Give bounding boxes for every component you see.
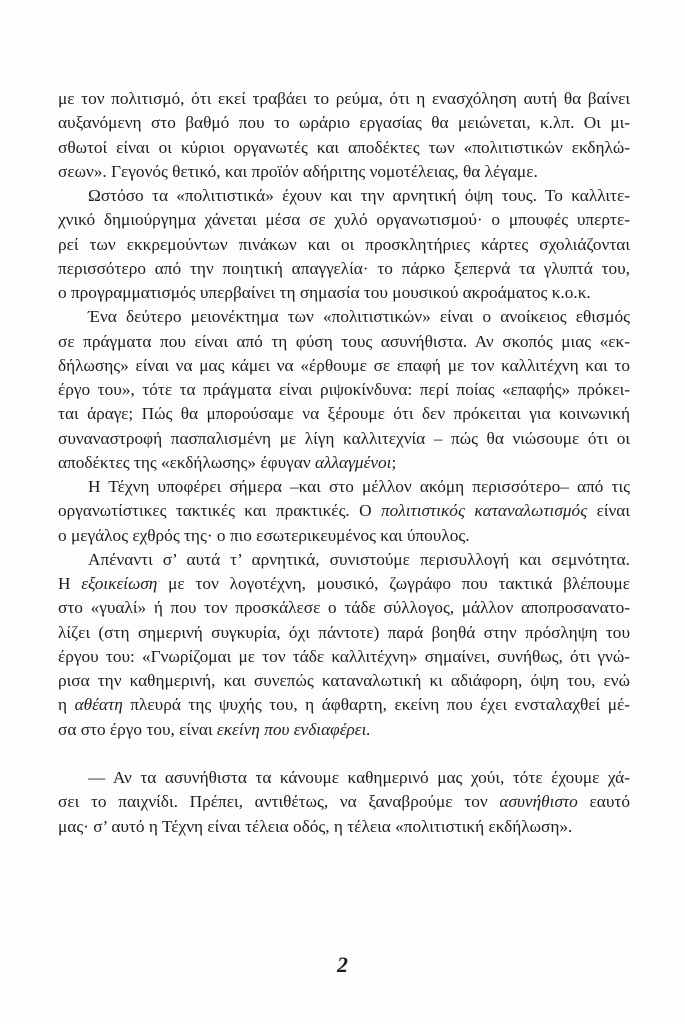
text-segment: αυξανόμενη στο βαθμό που το ωράριο εργασίας θα μειώνεται, κ.λπ. Οι μι-	[58, 113, 630, 133]
text-line	[58, 499, 630, 523]
text-segment: έργο του», τότε τα πράγματα είναι ριψοκίνδυνα: περί ποίας «επαφής» πρόκει-	[58, 380, 630, 399]
text-segment: ται άραγε; Πώς θα μπορούσαμε να ξέρουμε ότι δεν πρόκειται για κοινωνική	[58, 404, 630, 424]
text-line	[58, 402, 630, 426]
text-line	[58, 111, 630, 135]
italic-text: εξοικείωση	[81, 574, 158, 593]
text-line	[58, 427, 630, 451]
text-segment: σθωτοί είναι οι κύριοι οργανωτές και αποδέκτες των «πολιτιστικών εκδηλώ-	[58, 137, 630, 157]
text-segment: συναναστροφή πασπαλισμένη με λίγη καλλιτεχνία – πώς θα νιώσουμε ότι οι	[58, 428, 630, 448]
text-segment: στο «γυαλί» ή που τον προσκάλεσε ο τάδε σύλλογος, μάλλον αποπροσανατο-	[58, 598, 630, 618]
text-line	[58, 475, 630, 499]
page-number: 2	[337, 952, 348, 977]
text-line	[58, 160, 630, 184]
text-segment: αποδέκτες της «εκδήλωσης» έφυγαν	[58, 452, 315, 472]
body-text	[58, 87, 630, 839]
text-line	[58, 718, 630, 742]
text-line	[58, 815, 630, 839]
text-line	[58, 184, 630, 208]
text-line	[58, 524, 630, 548]
text-segment: λίζει (στη σημερινή συγκυρία, όχι πάντοτε) παρά βοηθά στην πρόσληψη του	[58, 622, 630, 642]
text-segment: με τον λογοτέχνη, μουσικό, ζωγράφο που τακτικά βλέπουμε	[157, 574, 630, 593]
text-line	[58, 596, 630, 620]
text-segment: ρισα την καθημερινή, και συνεπώς καταναλωτική κι αδιάφορη, όψη του, ενώ	[58, 671, 630, 690]
italic-text: εκείνη που ενδιαφέρει.	[216, 719, 371, 739]
text-segment: — Αν τα ασυνήθιστα τα κάνουμε καθημερινό μας χούι, τότε έχουμε χά-	[88, 768, 630, 787]
blank-line	[58, 742, 630, 766]
text-segment: οργανωτίστικες τακτικές και πρακτικές. Ο	[58, 501, 381, 521]
text-segment: είναι	[587, 501, 630, 521]
text-segment: σει το παιχνίδι. Πρέπει, αντιθέτως, να ξαναβρούμε τον	[58, 792, 500, 812]
text-line	[58, 305, 630, 329]
text-line	[58, 87, 630, 111]
text-segment: περισσότερο από την ποιητική απαγγελία· το πάρκο ξεπερνά τα γλυπτά του,	[58, 258, 630, 278]
text-segment: η	[58, 695, 75, 715]
text-segment: ;	[391, 452, 397, 472]
text-segment: Ωστόσο τα «πολιτιστικά» έχουν και την αρνητική όψη τους. Το καλλιτε-	[88, 186, 630, 205]
italic-text: αλλαγμένοι	[314, 452, 392, 472]
text-segment: σε πράγματα που είναι από τη φύση τους ασυνήθιστα. Αν σκοπός μιας «εκ-	[58, 331, 630, 351]
text-line	[58, 257, 630, 281]
text-line	[58, 548, 630, 572]
text-line	[58, 766, 630, 790]
text-line	[58, 693, 630, 717]
text-line	[58, 330, 630, 354]
text-segment: σα στο έργο του, είναι	[58, 719, 217, 739]
text-line	[58, 136, 630, 160]
italic-text: ασυνήθιστο	[499, 792, 578, 812]
text-line	[58, 621, 630, 645]
text-line	[58, 645, 630, 669]
text-segment: ο προγραμματισμός υπερβαίνει τη σημασία του μουσικού ακροάματος κ.ο.κ.	[58, 283, 591, 302]
text-line	[58, 451, 630, 475]
text-segment: δήλωσης» είναι να μας κάμει να «έρθουμε σε επαφή με τον καλλιτέχνη και το	[58, 355, 630, 375]
italic-text: πολιτιστικός καταναλωτισμός	[380, 501, 588, 521]
text-line	[58, 572, 630, 596]
text-segment: Η Τέχνη υποφέρει σήμερα –και στο μέλλον ακόμη περισσότερο– από τις	[88, 477, 630, 496]
text-line	[58, 233, 630, 257]
text-line	[58, 208, 630, 232]
text-segment: Απέναντι σ’ αυτά τ’ αρνητικά, συνιστούμε περισυλλογή και σεμνότητα.	[88, 549, 630, 569]
text-segment: Η	[58, 574, 82, 593]
text-segment: χνικό δημιούργημα χάνεται μέσα σε χυλό οργανωτισμού· ο μπουφές υπερτε-	[58, 210, 630, 230]
italic-text: αθέατη	[74, 695, 123, 715]
text-segment: έργου του: «Γνωρίζομαι με τον τάδε καλλιτέχνη» σημαίνει, συνήθως, ότι γνώ-	[58, 646, 630, 666]
text-line	[58, 281, 630, 305]
text-segment: πλευρά της ψυχής του, η άφθαρτη, εκείνη που έχει ενσταλαχθεί μέ-	[122, 695, 630, 715]
text-segment: σεων». Γεγονός θετικό, και προϊόν αδήριτης νομοτέλειας, θα λέγαμε.	[58, 161, 538, 181]
text-segment: με τον πολιτισμό, ότι εκεί τραβάει το ρεύμα, ότι η ενασχόληση αυτή θα βαίνει	[58, 89, 630, 108]
text-segment: μας· σ’ αυτό η Τέχνη είναι τέλεια οδός, η τέλεια «πολιτιστική εκδήλωση».	[58, 816, 573, 836]
text-line	[58, 354, 630, 378]
text-segment: εαυτό	[577, 792, 630, 812]
text-line	[58, 790, 630, 814]
text-segment: ρεί των εκκρεμούντων πινάκων και οι προσκλητήριες κάρτες σχολιάζονται	[58, 234, 630, 254]
text-segment: ο μεγάλος εχθρός της· ο πιο εσωτερικευμένος και ύπουλος.	[58, 525, 470, 545]
text-segment: Ένα δεύτερο μειονέκτημα των «πολιτιστικών» είναι ο ανοίκειος εθισμός	[88, 307, 630, 327]
text-line	[58, 669, 630, 693]
text-line	[58, 378, 630, 402]
